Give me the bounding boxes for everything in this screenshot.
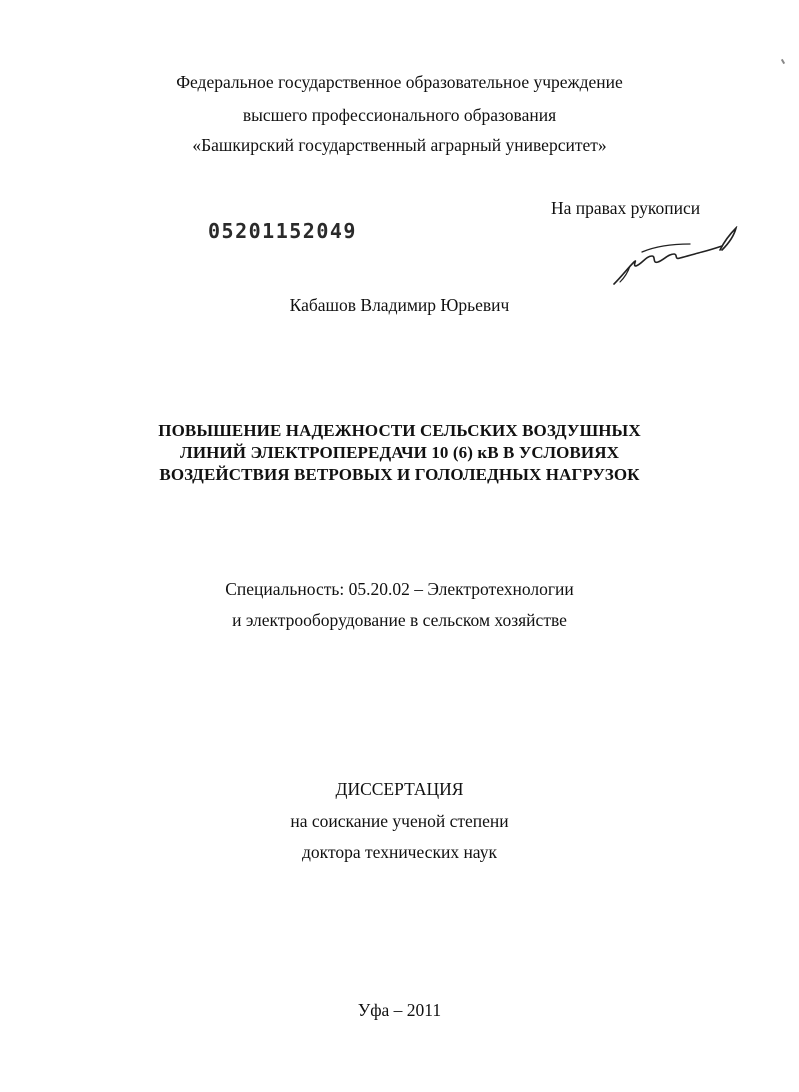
scan-speck (781, 59, 785, 64)
institution-line-2: высшего профессионального образования (242, 105, 557, 125)
title-line-2: ЛИНИЙ ЭЛЕКТРОПЕРЕДАЧИ 10 (6) кВ В УСЛОВИЯХ (180, 443, 619, 462)
institution-line-3: «Башкирский государственный аграрный университет» (192, 135, 607, 155)
title-line-3: ВОЗДЕЙСТВИЯ ВЕТРОВЫХ И ГОЛОЛЕДНЫХ НАГРУЗОК (159, 465, 640, 484)
degree-line-2: доктора технических наук (302, 842, 497, 862)
manuscript-note: На правах рукописи (551, 198, 701, 218)
city-year: Уфа – 2011 (357, 1000, 442, 1020)
specialty-line-2: и электрооборудование в сельском хозяйстве (232, 610, 567, 630)
dissertation-heading: ДИССЕРТАЦИЯ (335, 779, 464, 799)
specialty-line-1: Специальность: 05.20.02 – Электротехнологии (225, 579, 574, 599)
signature-icon (612, 226, 740, 288)
institution-line-1: Федеральное государственное образовательное учреждение (176, 72, 623, 92)
title-line-1: ПОВЫШЕНИЕ НАДЕЖНОСТИ СЕЛЬСКИХ ВОЗДУШНЫХ (158, 421, 641, 440)
degree-line-1: на соискание ученой степени (290, 811, 509, 831)
stamp-number: 05201152049 (208, 219, 357, 243)
author-name: Кабашов Владимир Юрьевич (289, 295, 510, 315)
